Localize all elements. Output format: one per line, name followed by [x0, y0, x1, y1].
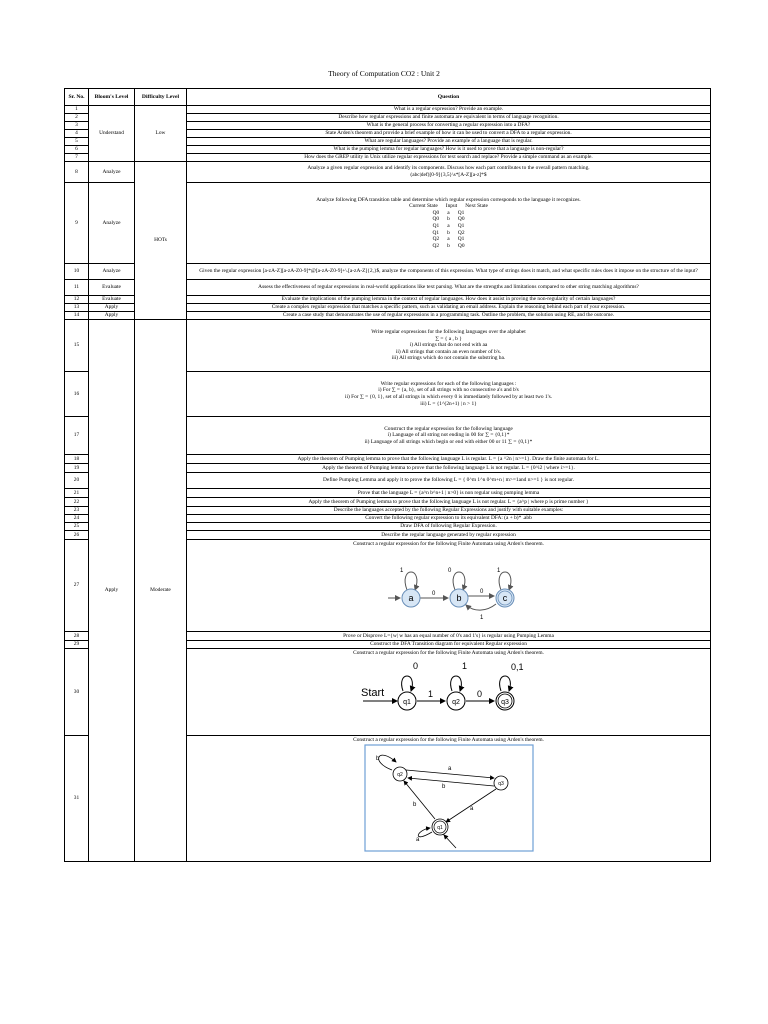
edge-label: 0: [447, 567, 451, 574]
question-cell: Convert the following regular expression to its equivalent DFA: (a + b)* .abb: [187, 515, 711, 523]
state-label: c: [502, 592, 507, 603]
row-number: 13: [65, 304, 89, 312]
state-label: q3: [500, 698, 509, 706]
header-sr-no: Sr. No.: [65, 89, 89, 106]
state-label: b: [455, 592, 462, 603]
question-line: ii) For ∑ = {0, 1}, set of all strings in which every 0 is immediately followed by at least two 1's.: [344, 394, 553, 400]
edge-label: 0: [412, 660, 418, 671]
loop-q1: [418, 828, 432, 837]
difficulty-cell: HOTs: [135, 162, 187, 320]
question-cell: [187, 320, 711, 372]
finite-automaton-31: [364, 744, 534, 852]
edge-q1-q2: [404, 781, 435, 819]
row-number: 14: [65, 312, 89, 320]
question-cell: Describe the regular language generated by regular expression: [187, 531, 711, 540]
question-cell: Construct the DFA Transition diagram for equivalent Regular expression: [187, 641, 711, 649]
question-cell: Define Pumping Lemma and apply it to prove the following L = { 0^m 1^n 0^m+n | m>=1and n>=1 } is not regular.: [187, 473, 711, 489]
difficulty-cell: Low: [135, 106, 187, 162]
question-cell: Evaluate the implications of the pumping lemma in the context of regular languages. How does it assist in proving the non-regularity of certain languages?: [187, 296, 711, 304]
regex-line: (abc|def)[0-9]{3,5}\s*[A-Z][a-z]*$: [410, 172, 487, 178]
table-row: [65, 320, 711, 372]
question-cell: Prove that the language L = {a^n b^n+1 | n>0} is non regular using pumping lemma: [187, 489, 711, 498]
row-number: 24: [65, 515, 89, 523]
row-number: 10: [65, 264, 89, 280]
transition-table-header: Current State Input Next State: [409, 203, 488, 210]
row-number: 31: [65, 736, 89, 862]
row-number: 28: [65, 632, 89, 641]
row-number: 18: [65, 455, 89, 464]
question-cell: [187, 736, 711, 862]
question-line: Write regular expressions for the following languages over the alphabet: [371, 329, 526, 336]
row-number: 16: [65, 372, 89, 417]
edge-label: 0: [479, 588, 483, 595]
bloom-cell: Analyze: [89, 264, 135, 280]
edge-label: a: [415, 836, 419, 843]
row-number: 21: [65, 489, 89, 498]
row-number: 27: [65, 540, 89, 632]
edge-label: 0: [431, 590, 435, 597]
start-label: Start: [360, 686, 384, 699]
question-cell: Create a case study that demonstrates the use of regular expressions in a programming task. Outline the problem, the solution using RE, and the outcome.: [187, 312, 711, 320]
edge-c-b: [466, 604, 496, 610]
header-question: Question: [187, 89, 711, 106]
bloom-cell: Apply: [89, 304, 135, 312]
question-cell: [187, 372, 711, 417]
bloom-cell: Apply: [89, 312, 135, 320]
edge-label: b: [375, 755, 379, 762]
state-label: q2: [396, 771, 403, 778]
loop-q2: [450, 676, 461, 691]
question-line: i) For ∑ = {a, b}, set of all strings with no consecutive a's and b's: [378, 387, 519, 394]
row-number: 26: [65, 531, 89, 540]
loop-q1: [401, 676, 412, 691]
row-number: 20: [65, 473, 89, 489]
row-number: 25: [65, 523, 89, 531]
question-line: iii) All strings which do not contain the substring ba.: [391, 355, 506, 362]
transition-row: Q2 a Q1: [432, 236, 465, 243]
question-cell: Prove or Disprove L={w| w has an equal number of 0's and 1's} is regular using Pumping Lemma: [187, 632, 711, 641]
loop-q2: [375, 755, 395, 770]
row-number: 17: [65, 417, 89, 455]
edge-label: 1: [496, 567, 500, 574]
question-line: i) Language of all string not ending in 00 for ∑ = {0,1}*: [387, 432, 510, 439]
row-number: 30: [65, 649, 89, 736]
bloom-cell: Understand: [89, 106, 135, 162]
figure-frame: [365, 745, 533, 851]
state-label: q1: [402, 698, 411, 706]
row-number: 22: [65, 498, 89, 507]
question-cell: [187, 649, 711, 736]
row-number: 1: [65, 106, 89, 114]
question-line: Analyze a given regular expression and identify its components. Discuss how each part contributes to the overall pattern matching.: [307, 165, 590, 172]
row-number: 7: [65, 154, 89, 162]
question-table: [64, 88, 711, 862]
start-arrow: [444, 835, 456, 848]
state-label: q2: [451, 698, 460, 706]
loop-c: [499, 572, 511, 590]
question-cell: Describe the languages accepted by the following Regular Expressions and justify with suitable examples:: [187, 507, 711, 515]
question-cell: Given the regular expression [a-zA-Z][a-zA-Z0-9]*@[a-zA-Z0-9]+\.[a-zA-Z]{2,}$, analyze the components of this expression. What type of strings does it match, and what specific rules does it impose on the structure of the input?: [187, 264, 711, 280]
question-cell: Draw DFA of following Regular Expression.: [187, 523, 711, 531]
table-header-row: [65, 89, 711, 106]
question-line: ∑ = { a , b }: [435, 335, 462, 342]
question-line: iii) L = {1^(2n+1) | n > 1}: [420, 400, 477, 407]
document-title: Theory of Computation CO2 : Unit 2: [328, 69, 440, 78]
question-line: ii) Language of all strings which begin or end with either 00 or 11 ∑ = {0,1}*: [364, 438, 533, 445]
edge-label: b: [412, 801, 416, 808]
loop-b: [453, 572, 465, 590]
row-number: 15: [65, 320, 89, 372]
row-number: 19: [65, 464, 89, 473]
question-cell: Apply the theorem of Pumping lemma to prove that the following language L is not regular. L = {a^p | where p is prime number }: [187, 498, 711, 507]
transition-row: Q2 b Q0: [432, 242, 465, 249]
state-label: q1: [436, 824, 443, 831]
question-line: Analyze following DFA transition table and determine which regular expression corresponds to the language it recognizes.: [316, 196, 581, 203]
question-line: Construct the regular expression for the following language: [384, 425, 513, 432]
edge-label: b: [441, 783, 445, 790]
question-cell: [187, 417, 711, 455]
question-line: Construct a regular expression for the following Finite Automata using Arden's theorem.: [353, 650, 544, 656]
row-number: 29: [65, 641, 89, 649]
question-line: Construct a regular expression for the following Finite Automata using Arden's theorem.: [353, 737, 544, 743]
bloom-cell: Analyze: [89, 183, 135, 264]
edge-label: 0: [476, 688, 482, 699]
table-row: [65, 106, 711, 114]
question-cell: Apply the theorem of Pumping lemma to prove that the following language L is not regular. L = {0^i2 | where i>=1}.: [187, 464, 711, 473]
question-cell: Describe how regular expressions and finite automata are equivalent in terms of language recognition.: [187, 114, 711, 122]
row-number: 3: [65, 122, 89, 130]
question-line: i) All strings that do not end with aa: [409, 342, 488, 349]
question-cell: [187, 540, 711, 632]
edge-label: 1: [461, 660, 467, 671]
finite-automaton-27: [374, 548, 524, 628]
edge-label: 1: [479, 614, 483, 621]
transition-row: Q0 a Q1: [432, 209, 465, 216]
transition-row: Q0 b Q0: [432, 216, 465, 223]
row-number: 4: [65, 130, 89, 138]
row-number: 12: [65, 296, 89, 304]
edge-label: a: [447, 765, 451, 772]
loop-q3: [499, 676, 510, 691]
transition-row: Q1 b Q2: [432, 229, 465, 236]
edge-q3-q2: [408, 778, 494, 786]
header-difficulty-level: Difficulty Level: [135, 89, 187, 106]
transition-row: Q1 a Q1: [432, 223, 465, 229]
row-number: 11: [65, 280, 89, 296]
question-cell: What is the general process for converting a regular expression into a DFA?: [187, 122, 711, 130]
row-number: 8: [65, 162, 89, 183]
question-cell: Apply the theorem of Pumping lemma to prove that the following language L is regular. L = {a ^2n | n>=1}. Draw the finite automata for L.: [187, 455, 711, 464]
question-cell: What is a regular expression? Provide an example.: [187, 106, 711, 114]
question-line: ii) All strings that contain an even number of b's.: [395, 348, 502, 355]
table-row: [65, 162, 711, 183]
state-label: q3: [497, 780, 504, 787]
question-cell: Assess the effectiveness of regular expressions in real-world applications like text parsing. What are the strengths and limitations compared to other string matching algorithms?: [187, 280, 711, 296]
bloom-cell: Evaluate: [89, 296, 135, 304]
question-cell: [187, 183, 711, 264]
edge-label: 0,1: [510, 661, 524, 672]
edge-label: a: [469, 805, 473, 812]
edge-label: 1: [399, 567, 403, 574]
row-number: 5: [65, 138, 89, 146]
question-cell: Create a complex regular expression that matches a specific pattern, such as validating an email address. Explain the reasoning behind each part of your expression.: [187, 304, 711, 312]
row-number: 2: [65, 114, 89, 122]
question-line: Construct a regular expression for the following Finite Automata using Arden's theorem.: [353, 541, 544, 547]
row-number: 23: [65, 507, 89, 515]
bloom-cell: Apply: [89, 320, 135, 862]
question-cell: What are regular languages? Provide an example of a language that is regular.: [187, 138, 711, 146]
edge-label: 1: [427, 688, 433, 699]
bloom-cell: Analyze: [89, 162, 135, 183]
state-label: a: [407, 592, 414, 603]
bloom-cell: Evaluate: [89, 280, 135, 296]
question-cell: [187, 162, 711, 183]
question-cell: State Arden's theorem and provide a brief example of how it can be used to convert a DFA to a regular expression.: [187, 130, 711, 138]
row-number: 9: [65, 183, 89, 264]
question-line: Write regular expressions for each of the following languages :: [380, 380, 517, 387]
row-number: 6: [65, 146, 89, 154]
difficulty-cell: Moderate: [135, 320, 187, 862]
header-blooms-level: Bloom's Level: [89, 89, 135, 106]
loop-a: [405, 572, 417, 590]
question-cell: What is the pumping lemma for regular languages? How is it used to prove that a language is non-regular?: [187, 146, 711, 154]
question-cell: How does the GREP utility in Unix utilize regular expressions for text search and replace? Provide a simple command as an example.: [187, 154, 711, 162]
finite-automaton-30: [359, 657, 539, 729]
